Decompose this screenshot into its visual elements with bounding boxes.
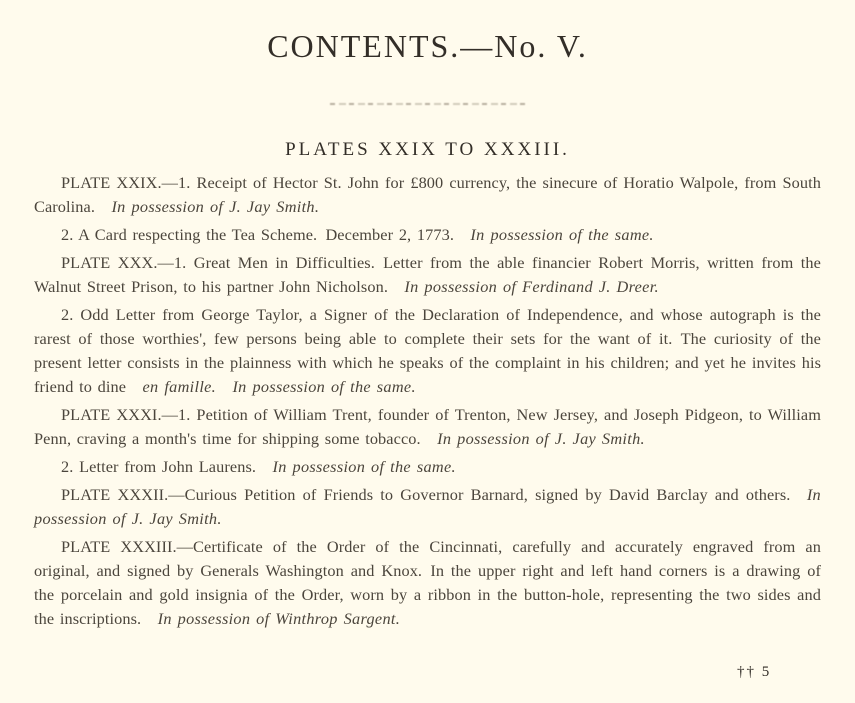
title-divider-rule <box>330 103 525 105</box>
contents-entry <box>34 483 821 531</box>
possession-note: In possession of the same. <box>272 457 456 476</box>
entry-text: 2. Letter from John Laurens. <box>61 457 257 476</box>
contents-entry <box>34 455 821 479</box>
entry-text: PLATE XXXIII.—Certificate of the Order of the Cincinnati, carefully and accurately engraved from an original, and signed by Generals Washington and Knox. In the upper right and left hand corners is a drawing of the porcelain and gold insignia of the Order, worn by a ribbon in the button-hole, representing the two sides and the inscriptions. <box>34 537 821 628</box>
possession-note: In possession of J. Jay Smith. <box>437 429 645 448</box>
contents-entry <box>34 535 821 631</box>
entry-text: PLATE XXX.—1. Great Men in Difficulties. Letter from the able financier Robert Morris, written from the Walnut Street Prison, to his partner John Nicholson. <box>34 253 821 296</box>
possession-note: In possession of the same. <box>232 377 416 396</box>
section-heading: PLATES XXIX TO XXXIII. <box>285 139 570 160</box>
entry-text: PLATE XXXI.—1. Petition of William Trent, founder of Trenton, New Jersey, and Joseph Pidgeon, to William Penn, craving a month's time for shipping some tobacco. <box>34 405 821 448</box>
contents-entry <box>34 251 821 299</box>
entry-text: PLATE XXXII.—Curious Petition of Friends to Governor Barnard, signed by David Barclay and others. <box>61 485 791 504</box>
possession-note: In possession of J. Jay Smith. <box>34 485 821 528</box>
entries-list <box>34 171 821 631</box>
entry-text: 2. A Card respecting the Tea Scheme. December 2, 1773. <box>61 225 455 244</box>
possession-note: In possession of Winthrop Sargent. <box>157 609 401 628</box>
contents-entry <box>34 171 821 219</box>
possession-note: en famille. <box>142 377 217 396</box>
entry-text: 2. Odd Letter from George Taylor, a Signer of the Declaration of Independence, and whose autograph is the rarest of those worthies', few persons being able to complete their sets for the want of it. The curiosity of the present letter consists in the plainness with which he speaks of the complaint in his children; and yet he invites his friend to dine <box>34 305 821 396</box>
signature-mark: †† 5 <box>737 664 772 680</box>
possession-note: In possession of Ferdinand J. Dreer. <box>404 277 659 296</box>
contents-entry <box>34 223 821 247</box>
contents-entry <box>34 403 821 451</box>
entry-text: PLATE XXIX.—1. Receipt of Hector St. John for £800 currency, the sinecure of Horatio Walpole, from South Carolina. <box>34 173 821 216</box>
page-title: CONTENTS.—No. V. <box>267 28 588 64</box>
contents-entry <box>34 303 821 399</box>
possession-note: In possession of the same. <box>470 225 654 244</box>
possession-note: In possession of J. Jay Smith. <box>111 197 320 216</box>
